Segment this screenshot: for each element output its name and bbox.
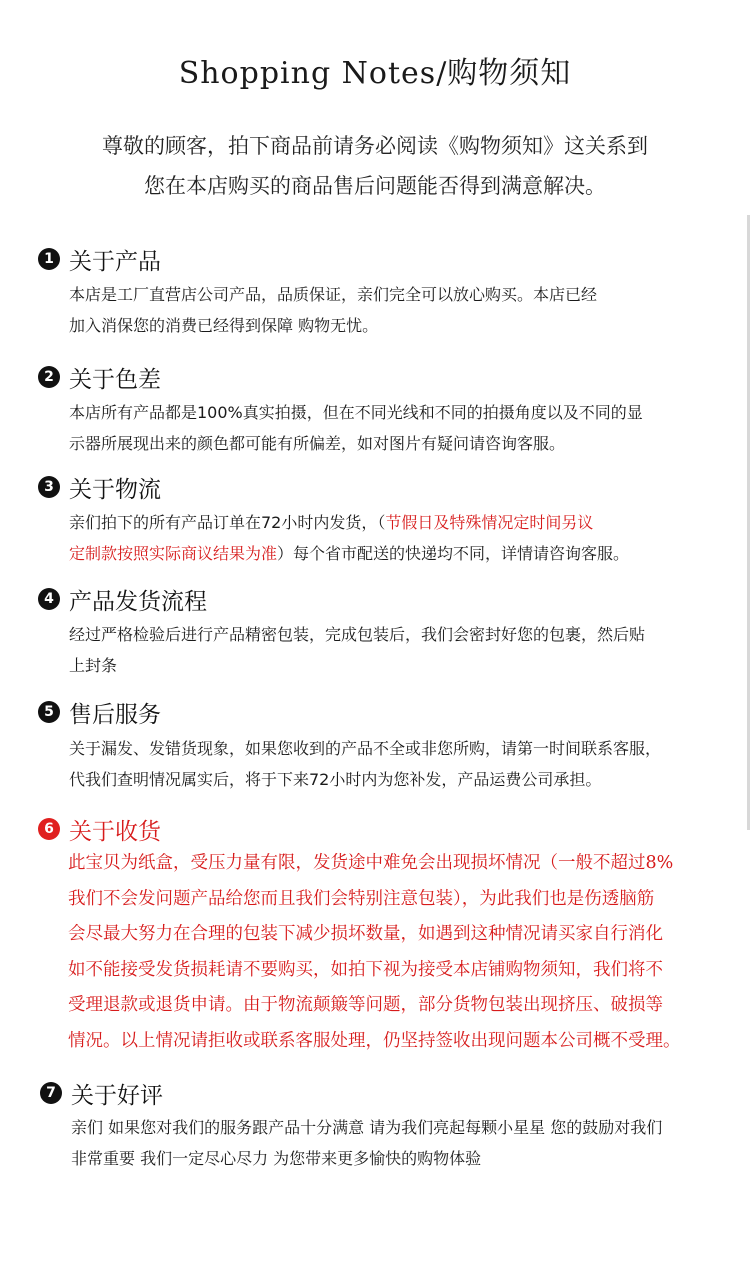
number-badge: 5 xyxy=(38,701,60,723)
section-text-line xyxy=(38,507,738,538)
page-title: Shopping Notes/购物须知 xyxy=(178,56,572,91)
section-text-line: 非常重要 我们一定尽心尽力 为您带来更多愉快的购物体验 xyxy=(71,1149,482,1168)
section-heading: 关于产品 xyxy=(69,248,161,275)
section-text-line: 代我们查明情况属实后，将于下来72小时内为您补发，产品运费公司承担。 xyxy=(69,770,602,789)
section-about-receiving xyxy=(38,812,738,1059)
section-text-line: 受理退款或退货申请。由于物流颠簸等问题，部分货物包装出现挤压、破损等 xyxy=(68,995,663,1015)
section-text-line: 如不能接受发货损耗请不要购买，如拍下视为接受本店铺购物须知，我们将不 xyxy=(68,959,663,980)
section-text-line: 情况。以上情况请拒收或联系客服处理，仍坚持签收出现问题本公司概不受理。 xyxy=(68,1030,681,1051)
section-about-reviews xyxy=(40,1076,740,1174)
custom-order-notice: 定制款按照实际商议结果为准 xyxy=(69,544,278,563)
section-text-line: 此宝贝为纸盒，受压力量有限，发货途中难免会出现损坏情况（一般不超过8% xyxy=(68,853,674,873)
holiday-notice: 节假日及特殊情况定时间另议 xyxy=(385,513,594,532)
section-heading: 关于收货 xyxy=(69,818,161,845)
section-text-line: 上封条 xyxy=(69,656,118,675)
shipping-text: ）每个省市配送的快递均不同，详情请咨询客服。 xyxy=(277,544,630,563)
section-about-product xyxy=(38,242,738,341)
number-badge: 2 xyxy=(38,366,60,388)
section-heading: 关于物流 xyxy=(69,476,161,503)
section-heading: 关于色差 xyxy=(69,366,161,393)
section-text-line: 本店是工厂直营店公司产品，品质保证，亲们完全可以放心购买。本店已经 xyxy=(69,285,598,304)
section-heading: 关于好评 xyxy=(71,1082,163,1109)
section-heading: 售后服务 xyxy=(69,701,161,728)
section-text-line: 我们不会发问题产品给您而且我们会特别注意包装），为此我们也是伤透脑筋 xyxy=(68,888,655,909)
section-text-line: 会尽最大努力在合理的包装下减少损坏数量，如遇到这种情况请买家自行消化 xyxy=(68,924,663,944)
number-badge: 6 xyxy=(38,818,60,840)
section-shipping-process xyxy=(38,582,738,681)
number-badge: 4 xyxy=(38,588,60,610)
section-text-line xyxy=(38,538,738,569)
section-text-line: 示器所展现出来的颜色都可能有所偏差，如对图片有疑问请咨询客服。 xyxy=(69,434,566,453)
section-about-shipping xyxy=(38,470,738,569)
section-text-line: 亲们 如果您对我们的服务跟产品十分满意 请为我们亮起每颗小星星 您的鼓励对我们 xyxy=(71,1118,663,1137)
section-after-sales xyxy=(38,695,738,795)
shipping-text: 亲们拍下的所有产品订单在72小时内发货，（ xyxy=(69,513,386,532)
intro-line-2: 您在本店购买的商品售后问题能否得到满意解决。 xyxy=(144,174,606,198)
section-text-line: 加入消保您的消费已经得到保障 购物无忧。 xyxy=(69,316,379,335)
number-badge: 7 xyxy=(40,1082,62,1104)
section-about-color xyxy=(38,360,738,459)
section-text-line: 本店所有产品都是100%真实拍摄，但在不同光线和不同的拍摄角度以及不同的显 xyxy=(69,403,643,422)
section-text-line: 经过严格检验后进行产品精密包装，完成包装后，我们会密封好您的包裹，然后贴 xyxy=(69,625,646,644)
section-heading: 产品发货流程 xyxy=(69,588,207,615)
number-badge: 1 xyxy=(38,248,60,270)
section-text-line: 关于漏发、发错货现象，如果您收到的产品不全或非您所购，请第一时间联系客服， xyxy=(69,739,662,758)
number-badge: 3 xyxy=(38,476,60,498)
intro-line-1: 尊敬的顾客，拍下商品前请务必阅读《购物须知》这关系到 xyxy=(102,134,648,158)
